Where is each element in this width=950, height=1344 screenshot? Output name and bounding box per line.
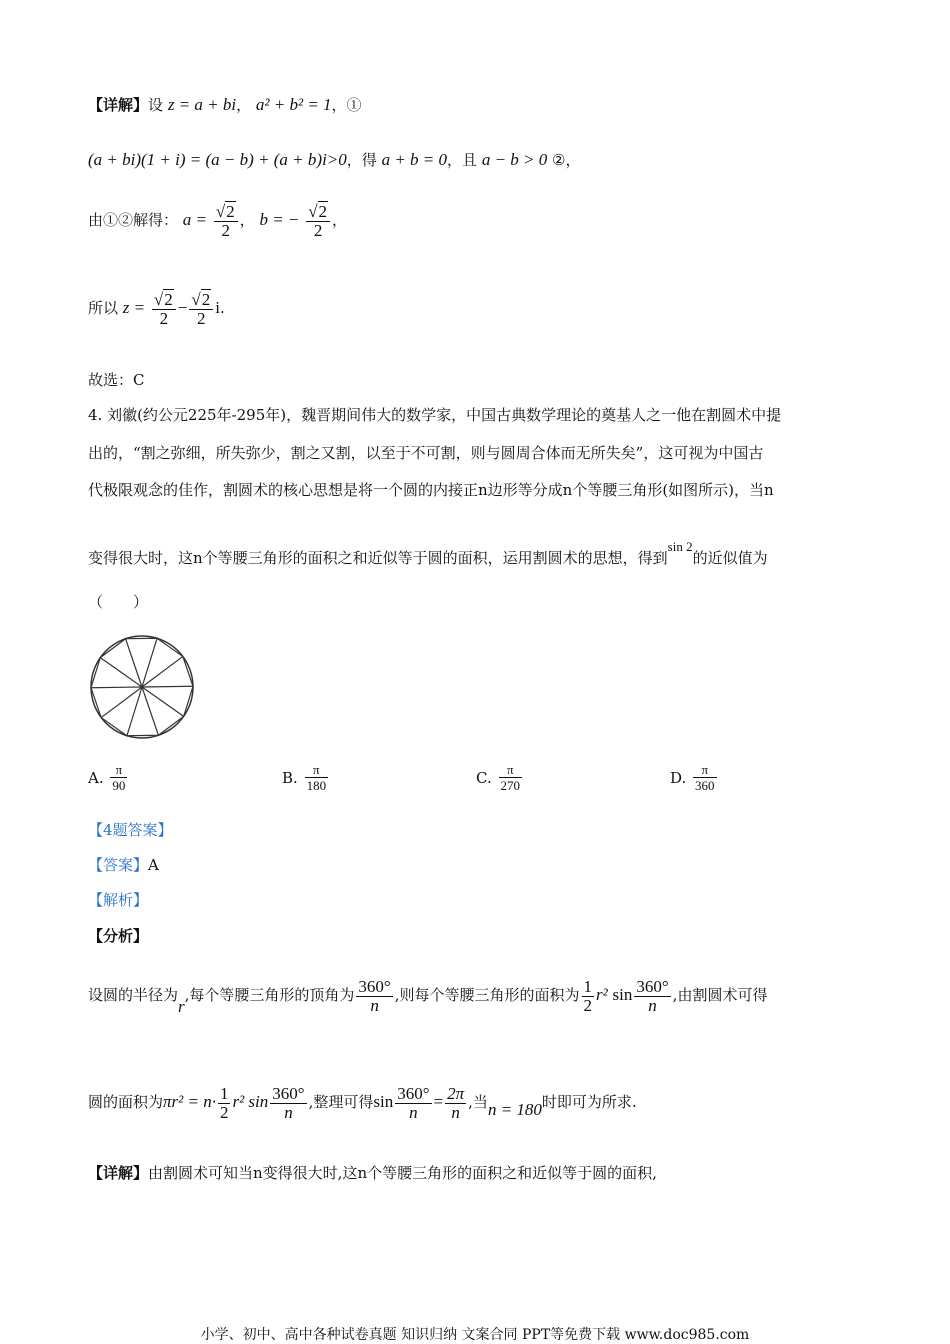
- fraction-angle: $\frac{360^\circ}{n}$: [272, 1083, 305, 1122]
- answer-value: A: [148, 856, 159, 874]
- text: ,则每个等腰三角形的面积为: [394, 986, 580, 1004]
- text: ,当: [468, 1093, 488, 1111]
- text: 的近似值为: [692, 549, 768, 567]
- circled-mark-1: ，①: [331, 96, 362, 114]
- fraction-pi: $\frac{2\pi}{n}$: [447, 1083, 465, 1122]
- equation-product: (a + bi)(1 + i) = (a − b) + (a + b)i>0: [88, 150, 347, 169]
- detail-2-line: [88, 1163, 657, 1183]
- footer-ad: 小学、初中、高中各种试卷真题 知识归纳 文案合同 PPT等免费下载 www.doc985.com: [200, 1327, 750, 1343]
- analysis-line-2: [88, 1082, 637, 1130]
- option-fraction: $\frac{\pi}{90}$: [112, 762, 126, 793]
- option-fraction: $\frac{\pi}{180}$: [306, 762, 327, 793]
- equation-sum: a + b = 0: [381, 150, 448, 169]
- triangle-spoke: [101, 687, 142, 718]
- triangle-spoke: [142, 687, 184, 716]
- question-4-line-2: 出的，“割之弥细，所失弥少，割之又割，以至于不可割，则与圆周合体而无所失矣”，这可视为中国古: [88, 444, 764, 462]
- equation-b-lhs: b = −: [259, 210, 300, 229]
- triangle-spoke: [126, 639, 142, 687]
- analysis-label: 【解析】: [88, 891, 149, 909]
- fraction-real: $\frac{√2}{2}$: [152, 291, 176, 328]
- triangle-spoke: [142, 686, 193, 687]
- text: ,由割圆术可得: [672, 986, 768, 1004]
- equation-area: πr² = n·: [163, 1092, 216, 1111]
- option-a[interactable]: [88, 762, 129, 793]
- triangle-spoke: [142, 638, 157, 687]
- text: 设圆的半径为: [88, 986, 179, 1004]
- text: ,整理可得: [308, 1093, 374, 1111]
- option-label: D.: [670, 768, 687, 787]
- detail-label: 【详解】: [88, 1164, 149, 1182]
- choice-line: 故选：C: [88, 371, 145, 389]
- text: ，得: [346, 151, 377, 169]
- analysis-line-1: [88, 975, 767, 1027]
- detail-line-1: [88, 95, 362, 115]
- question-4-line-4: [88, 537, 768, 568]
- text: 由①②解得：: [88, 211, 179, 229]
- fraction-half: $\frac{1}{2}$: [219, 1083, 229, 1122]
- fraction-angle: $\frac{360^\circ}{n}$: [636, 976, 669, 1015]
- fraction-angle: $\frac{360^\circ}{n}$: [397, 1083, 430, 1122]
- option-c[interactable]: [476, 762, 524, 793]
- text: ,每个等腰三角形的顶角为: [184, 986, 355, 1004]
- separator: ，: [332, 211, 348, 229]
- equation-modulus: a² + b² = 1: [255, 95, 332, 114]
- equation-z-lhs: z =: [122, 298, 146, 317]
- question-4-line-3: 代极限观念的佳作，割圆术的核心思想是将一个圆的内接正n边形等分成n个等腰三角形(如图所示)，当n: [88, 481, 774, 499]
- option-d[interactable]: [670, 762, 719, 793]
- triangle-spoke: [127, 687, 142, 736]
- fenxi-label: 【分析】: [88, 927, 149, 945]
- question-4-line-1: 4. 刘徽(约公元225年-295年)，魏晋期间伟大的数学家，中国古典数学理论的奠基人之一他在割圆术中提: [88, 406, 782, 424]
- radius-symbol: r: [178, 997, 185, 1016]
- option-fraction: $\frac{\pi}{360}$: [695, 762, 715, 793]
- text: 所以: [88, 299, 119, 317]
- answer-paren: （ ）: [88, 593, 149, 611]
- text: 时即可为所求.: [541, 1093, 637, 1111]
- answer-header: 【4题答案】: [88, 821, 173, 839]
- option-label: B.: [282, 768, 298, 787]
- equation-diff: a − b > 0: [481, 150, 548, 169]
- equation-a-lhs: a =: [182, 210, 208, 229]
- equals-sign: =: [433, 1092, 444, 1111]
- circled-mark-2: ②，: [552, 151, 581, 169]
- sin-function: sin: [373, 1092, 394, 1111]
- detail-line-2: [88, 150, 581, 170]
- minus-sign: −: [177, 298, 188, 317]
- fraction-angle: $\frac{360^\circ}{n}$: [358, 976, 391, 1015]
- detail-text: 设: [148, 96, 164, 114]
- option-b[interactable]: [282, 762, 330, 793]
- answer-label: 【答案】: [88, 856, 149, 874]
- separator: ，: [236, 96, 252, 114]
- text: 圆的面积为: [88, 1093, 164, 1111]
- r-squared: r²: [596, 985, 608, 1004]
- sin-2: sin 2: [667, 539, 693, 554]
- fraction-imag: $\frac{√2}{2}$: [189, 291, 213, 328]
- option-label: A.: [88, 768, 104, 787]
- triangle-spoke: [100, 658, 142, 687]
- text: ，且: [447, 151, 478, 169]
- answer-line: [88, 855, 159, 875]
- option-label: C.: [476, 768, 492, 787]
- detail-line-3: [88, 200, 347, 240]
- detail-line-4: [88, 288, 225, 328]
- separator: ，: [239, 211, 255, 229]
- detail-text: 由割圆术可知当n变得很大时,这n个等腰三角形的面积之和近似等于圆的面积,: [148, 1164, 657, 1182]
- equation-n: n = 180: [487, 1100, 542, 1119]
- detail-label: 【详解】: [88, 96, 149, 114]
- triangle-spoke: [142, 687, 158, 735]
- period: .: [219, 299, 225, 317]
- r-squared-sin: r² sin: [232, 1092, 269, 1111]
- imaginary-unit: i: [215, 298, 220, 317]
- fraction-b: $\frac{√2}{2}$: [306, 203, 330, 240]
- fraction-half: $\frac{1}{2}$: [583, 976, 593, 1015]
- polygon-circle-figure: [88, 633, 198, 743]
- triangle-spoke: [91, 687, 142, 688]
- equation-z: z = a + bi: [167, 95, 237, 114]
- triangle-spoke: [142, 656, 183, 687]
- option-fraction: $\frac{\pi}{270}$: [500, 762, 520, 793]
- fraction-a: $\frac{√2}{2}$: [214, 203, 238, 240]
- text: 变得很大时，这n个等腰三角形的面积之和近似等于圆的面积，运用割圆术的思想，得到: [88, 549, 668, 567]
- sin-function: sin: [612, 985, 633, 1004]
